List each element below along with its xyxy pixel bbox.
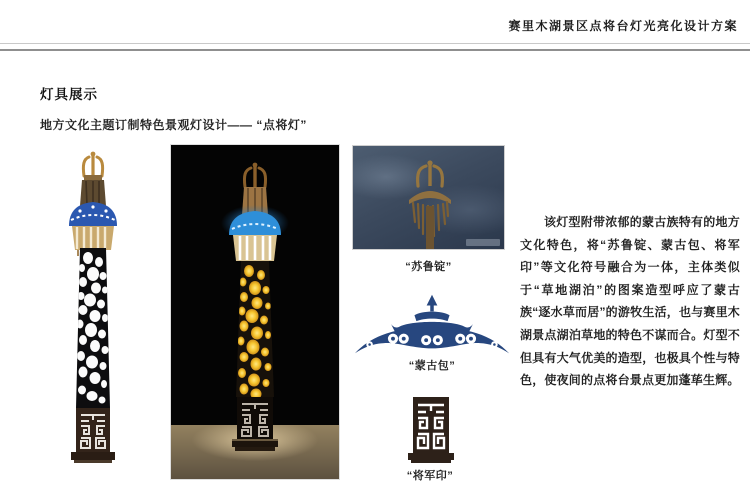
section-title: 灯具展示 <box>40 87 98 102</box>
header-rule-dark <box>0 49 750 51</box>
lamp-night-render <box>170 144 340 480</box>
sulde-photo <box>352 145 505 250</box>
lamp-night-illustration-icon <box>185 161 325 465</box>
design-description: 该灯型附带浓郁的蒙古族特有的地方文化特色，将“苏鲁锭、蒙古包、将军印”等文化符号融合为一体，主体类似于“草地湖泊”的图案造型呼应了蒙古族“逐水草而居”的游牧生活，也与赛里木湖景点湖泊草地的特色不谋而合。灯型不但具有大气优美的造型，也极具个性与特色，使夜间的点将台景点更加蓬荜生辉。 <box>520 215 740 388</box>
page-title: 赛里木湖景区点将台灯光亮化设计方案 <box>508 19 738 33</box>
symbol-caption-seal: “将军印” <box>406 470 454 482</box>
symbol-caption-sulde: “苏鲁锭” <box>405 261 452 273</box>
lamp-day-render <box>30 150 156 468</box>
sulde-trident-icon <box>401 154 459 250</box>
yurt-icon <box>354 294 510 358</box>
section-subtitle: 地方文化主题订制特色景观灯设计—— “点将灯” <box>40 118 307 132</box>
lamp-day-illustration-icon <box>30 150 156 468</box>
general-seal-icon <box>403 396 457 466</box>
photo-watermark <box>466 239 500 246</box>
header-rule-light <box>0 43 750 44</box>
symbol-caption-yurt: “蒙古包” <box>408 360 456 372</box>
